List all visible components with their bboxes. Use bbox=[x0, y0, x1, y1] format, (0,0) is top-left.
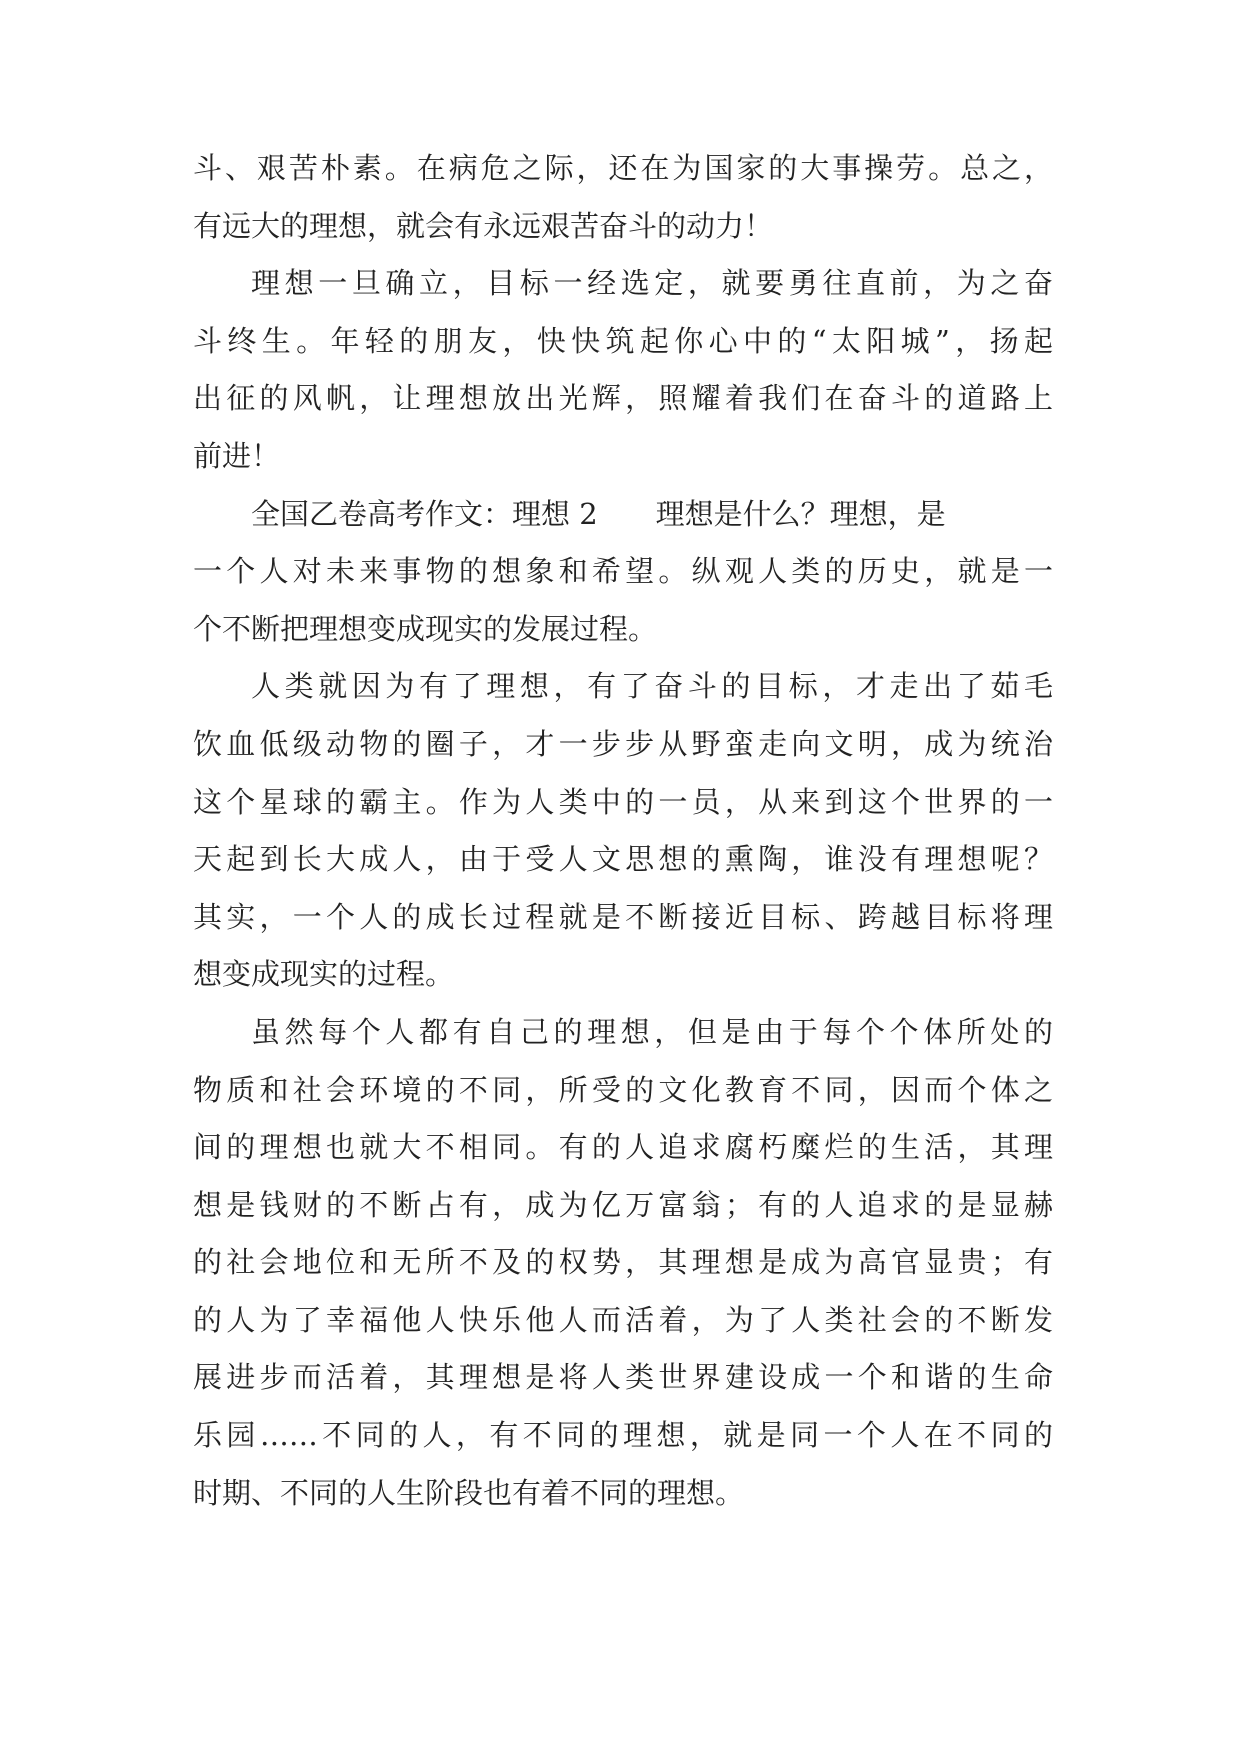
text-line: 乐园……不同的人，有不同的理想，就是同一个人在不同的 bbox=[193, 1418, 1053, 1453]
text-line: 物质和社会环境的不同，所受的文化教育不同，因而个体之 bbox=[193, 1072, 1053, 1107]
text-line: 人类就因为有了理想，有了奋斗的目标，才走出了茹毛 bbox=[251, 669, 1053, 704]
text-span: 理想是什么？理想，是 bbox=[655, 496, 946, 531]
text-line: 一个人对未来事物的想象和希望。纵观人类的历史，就是一 bbox=[193, 554, 1053, 589]
paragraph-4 bbox=[193, 658, 1053, 1004]
text-line: 想变成现实的过程。 bbox=[193, 957, 455, 992]
essay-body bbox=[193, 140, 1053, 1522]
text-line: 时期、不同的人生阶段也有着不同的理想。 bbox=[193, 1475, 745, 1510]
text-line: 饮血低级动物的圈子，才一步步从野蛮走向文明，成为统治 bbox=[193, 726, 1053, 761]
text-line: 个不断把理想变成现实的发展过程。 bbox=[193, 611, 658, 646]
text-line: 想是钱财的不断占有，成为亿万富翁；有的人追求的是显赫 bbox=[193, 1187, 1053, 1222]
text-line: 天起到长大成人，由于受人文思想的熏陶，谁没有理想呢？ bbox=[193, 842, 1053, 877]
paragraph-2 bbox=[193, 255, 1053, 485]
text-line: 虽然每个人都有自己的理想，但是由于每个个体所处的 bbox=[251, 1014, 1053, 1049]
paragraph-1 bbox=[193, 140, 1053, 255]
text-line: 前进！ bbox=[193, 438, 281, 473]
text-line: 有远大的理想，就会有永远艰苦奋斗的动力！ bbox=[193, 208, 774, 243]
text-line: 斗、艰苦朴素。在病危之际，还在为国家的大事操劳。总之， bbox=[193, 151, 1053, 185]
text-line bbox=[193, 486, 1053, 544]
section-heading: 全国乙卷高考作文：理想 2 bbox=[251, 496, 598, 531]
text-line: 这个星球的霸主。作为人类中的一员，从来到这个世界的一 bbox=[193, 784, 1053, 819]
text-line: 展进步而活着，其理想是将人类世界建设成一个和谐的生命 bbox=[193, 1360, 1053, 1395]
text-line: 间的理想也就大不相同。有的人追求腐朽糜烂的生活，其理 bbox=[193, 1130, 1053, 1165]
paragraph-5 bbox=[193, 1004, 1053, 1522]
text-line: 出征的风帆，让理想放出光辉，照耀着我们在奋斗的道路上 bbox=[193, 381, 1053, 416]
text-line: 斗终生。年轻的朋友，快快筑起你心中的“太阳城”，扬起 bbox=[193, 323, 1053, 358]
text-line: 的社会地位和无所不及的权势，其理想是成为高官显贵；有 bbox=[193, 1245, 1053, 1280]
text-line: 的人为了幸福他人快乐他人而活着，为了人类社会的不断发 bbox=[193, 1302, 1053, 1337]
paragraph-3 bbox=[193, 486, 1053, 659]
text-line: 其实，一个人的成长过程就是不断接近目标、跨越目标将理 bbox=[193, 899, 1053, 934]
text-line: 理想一旦确立，目标一经选定，就要勇往直前，为之奋 bbox=[251, 266, 1053, 301]
